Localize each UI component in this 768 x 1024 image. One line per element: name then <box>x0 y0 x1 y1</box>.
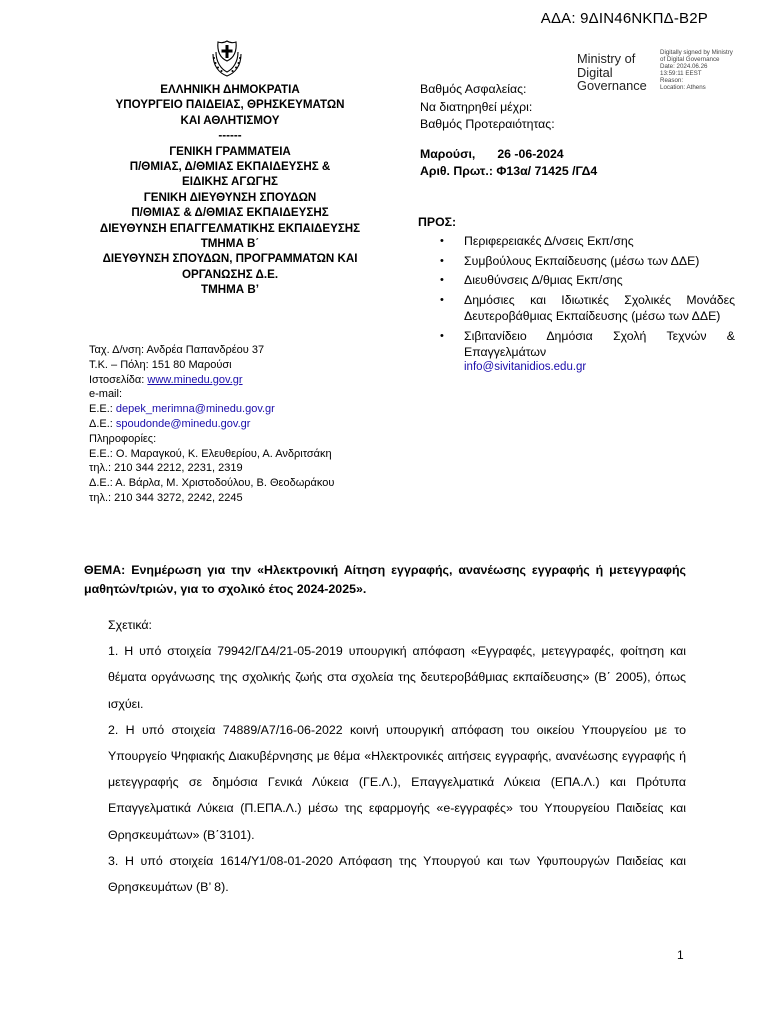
address: Ταχ. Δ/νση: Ανδρέα Παπανδρέου 37 <box>89 344 265 356</box>
bullet-icon: • <box>440 329 444 342</box>
related-item: 1. Η υπό στοιχεία 79942/ΓΔ4/21-05-2019 υπουργική απόφαση «Εγγραφές, μετεγγραφές, φοίτηση και θέματα οργάνωσης της σχολικής ζωής στα σχολεία της δευτεροβάθμιας εκπαίδευσης» (Β΄ 2005), όπως ισχύει. <box>108 644 686 711</box>
ee-phones: τηλ.: 210 344 2212, 2231, 2319 <box>89 462 243 475</box>
ada-code: ΑΔΑ: 9ΔΙΝ46ΝΚΠΔ-Β2Ρ <box>540 10 708 27</box>
header-line: Π/ΘΜΙΑΣ, Δ/ΘΜΙΑΣ ΕΚΠΑΙΔΕΥΣΗΣ & <box>129 160 331 174</box>
header-line: ΔΙΕΥΘΥΝΣΗ ΕΠΑΓΓΕΛΜΑΤΙΚΗΣ ΕΚΠΑΙΔΕΥΣΗΣ <box>99 221 361 235</box>
header-line: Π/ΘΜΙΑΣ & Δ/ΘΜΙΑΣ ΕΚΠΑΙΔΕΥΣΗΣ <box>131 206 329 220</box>
header-line: ΔΙΕΥΘΥΝΣΗ ΣΠΟΥΔΩΝ, ΠΡΟΓΡΑΜΜΑΤΩΝ ΚΑΙ <box>102 252 358 266</box>
email-label: e-mail: <box>89 388 123 401</box>
signature-detail: Digitally signed by Ministry <box>660 49 733 56</box>
list-item <box>440 233 735 250</box>
subject-heading: ΘΕΜΑ: Ενημέρωση για την «Ηλεκτρονική Αίτηση εγγραφής, ανανέωσης εγγραφής ή μετεγγραφής μαθητών/τριών, για το σχολικό έτος 2024-2025». <box>84 563 686 596</box>
header-line: ΥΠΟΥΡΓΕΙΟ ΠΑΙΔΕΙΑΣ, ΘΡΗΣΚΕΥΜΑΤΩΝ <box>115 98 345 112</box>
issue-date: 26 -06-2024 <box>497 147 564 161</box>
de-phones: τηλ.: 210 344 3272, 2242, 2245 <box>89 491 243 504</box>
header-line: ΚΑΙ ΑΘΛΗΤΙΣΜΟΥ <box>180 113 280 127</box>
list-item <box>440 328 735 361</box>
recipient-name: Δημόσιες και Ιδιωτικές Σχολικές Μονάδες Δευτεροβάθμιας Εκπαίδευσης (μέσω των ΔΔΕ) <box>464 292 735 323</box>
recipients-label: ΠΡΟΣ: <box>418 215 457 229</box>
document-body <box>108 612 686 900</box>
bullet-icon: • <box>440 293 444 306</box>
bullet-icon: • <box>440 254 444 267</box>
signature-org-line: Ministry of <box>577 51 636 66</box>
issuer-header <box>95 82 365 298</box>
recipient-email-link[interactable]: info@sivitanidios.edu.gr <box>464 360 587 373</box>
bullet-icon: • <box>440 235 444 247</box>
list-item <box>440 253 735 270</box>
signature-org-line: Digital <box>577 64 613 80</box>
signature-detail: 13:59:11 EEST <box>660 69 702 77</box>
signature-detail: Reason: <box>660 76 684 84</box>
de-label: Δ.Ε.: <box>89 417 113 430</box>
header-line: ΤΜΗΜΑ Β’ <box>201 283 259 297</box>
header-line: ΓΕΝΙΚΗ ΔΙΕΥΘΥΝΣΗ ΣΠΟΥΔΩΝ <box>143 190 317 204</box>
signature-detail: Location: Athens <box>660 83 706 91</box>
signature-org <box>577 52 647 93</box>
recipient-name: Συμβούλους Εκπαίδευσης (μέσω των ΔΔΕ) <box>464 253 700 268</box>
de-email-link[interactable]: spoudonde@minedu.gov.gr <box>115 417 251 430</box>
related-item: 3. Η υπό στοιχεία 1614/Υ1/08-01-2020 Απόφαση της Υπουργού και των Υφυπουργών Παιδείας και Θρησκευμάτων (Β’ 8). <box>108 853 686 895</box>
de-people: Δ.Ε.: Α. Βάρλα, Μ. Χριστοδούλου, Β. Θεοδωράκου <box>89 477 335 490</box>
signature-detail: Date: 2024.06.26 <box>660 62 708 70</box>
website-link[interactable]: www.minedu.gov.gr <box>147 373 243 386</box>
security-level: Βαθμός Ασφαλείας: <box>420 82 527 96</box>
recipient-name: Διευθύνσεις Δ/θμιας Εκπ/σης <box>464 273 623 287</box>
list-item <box>440 272 735 289</box>
ee-email-link[interactable]: depek_merimna@minedu.gov.gr <box>115 403 275 416</box>
recipients-list <box>440 233 735 375</box>
header-line: ΟΡΓΑΝΩΣΗΣ Δ.Ε. <box>181 267 279 281</box>
protocol-number: Αριθ. Πρωτ.: Φ13α/ 71425 /ΓΔ4 <box>420 164 598 178</box>
page-number: 1 <box>677 948 684 962</box>
header-line: ------ <box>218 129 242 143</box>
info-label: Πληροφορίες: <box>89 432 157 445</box>
date-protocol <box>420 146 597 180</box>
header-line: ΕΛΛΗΝΙΚΗ ΔΗΜΟΚΡΑΤΙΑ <box>160 83 300 96</box>
signature-org-line: Governance <box>577 78 647 93</box>
contact-info <box>89 343 334 506</box>
ee-people: Ε.Ε.: Ο. Μαραγκού, Κ. Ελευθερίου, Α. Ανδριτσάκη <box>89 447 332 460</box>
header-line: ΤΜΗΜΑ Β΄ <box>200 237 260 251</box>
recipient-name: Περιφερειακές Δ/νσεις Εκπ/σης <box>464 234 634 248</box>
header-line: ΕΙΔΙΚΗΣ ΑΓΩΓΗΣ <box>182 175 278 189</box>
keep-until: Να διατηρηθεί μέχρι: <box>420 99 533 114</box>
greek-coat-of-arms-icon <box>210 40 244 78</box>
bullet-icon: • <box>440 274 444 286</box>
header-line: ΓΕΝΙΚΗ ΓΡΑΜΜΑΤΕΙΑ <box>169 144 291 158</box>
digital-signature-details[interactable] <box>660 50 768 91</box>
postal-code: Τ.Κ. – Πόλη: 151 80 Μαρούσι <box>89 358 232 371</box>
website-label: Ιστοσελίδα: <box>89 373 145 386</box>
security-fields <box>420 81 555 134</box>
recipient-name: Σιβιτανίδειο Δημόσια Σχολή Τεχνών & Επαγγελμάτων <box>464 328 735 359</box>
place: Μαρούσι, <box>420 147 476 161</box>
list-item <box>440 292 735 325</box>
priority-level: Βαθμός Προτεραιότητας: <box>420 117 555 131</box>
related-item: 2. Η υπό στοιχεία 74889/Α7/16-06-2022 κοινή υπουργική απόφαση του οικείου Υπουργείου με το Υπουργείο Ψηφιακής Διακυβέρνησης με θέμα «Ηλεκτρονικές αιτήσεις εγγραφής, ανανέωσης εγγραφής ή μετεγγραφής σε δημόσια Γενικά Λύκεια (ΓΕ.Λ.), Επαγγελματικά Λύκεια (ΕΠΑ.Λ.) και Πρότυπα Επαγγελματικά Λύκεια (Π.ΕΠΑ.Λ.) μέσω της εφαρμογής «e-εγγραφές» του Υπουργείου Παιδείας και Θρησκευμάτων» (Β΄3101). <box>108 722 686 842</box>
ee-label: Ε.Ε.: <box>89 403 113 416</box>
related-label: Σχετικά: <box>108 618 152 632</box>
signature-detail: of Digital Governance <box>660 55 720 63</box>
